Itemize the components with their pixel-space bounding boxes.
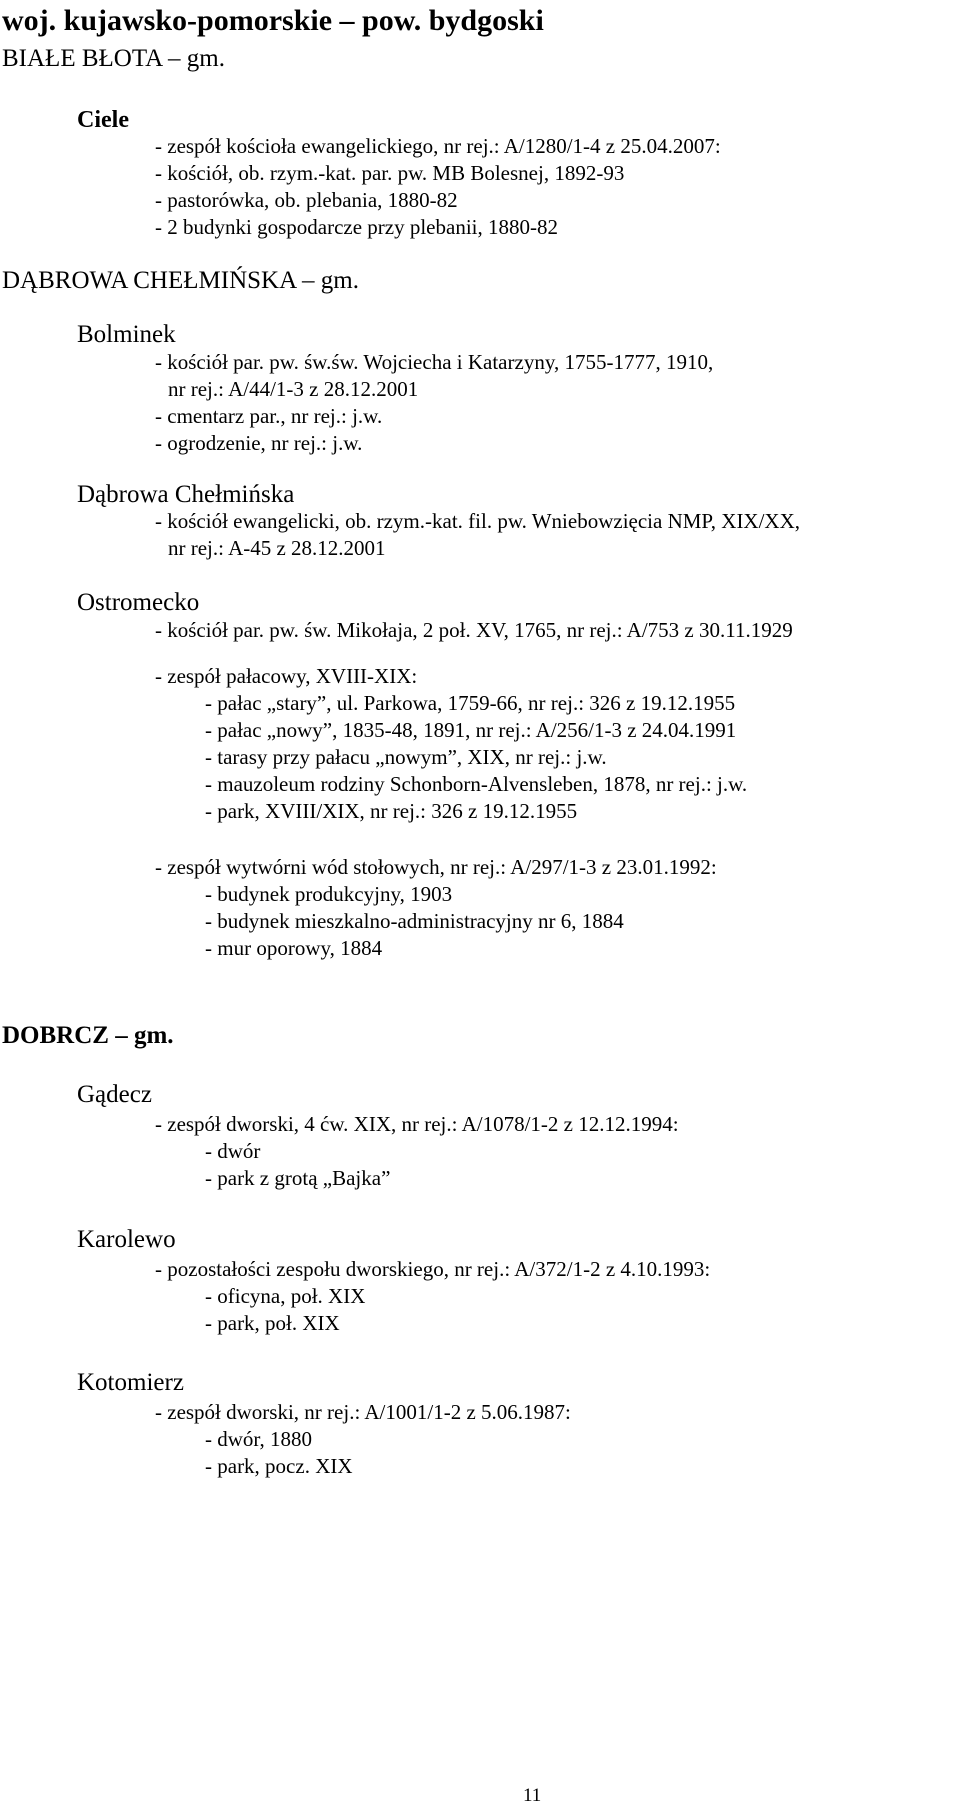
entry-line: - pałac „stary”, ul. Parkowa, 1759-66, nr rej.: 326 z 19.12.1955 [205,691,736,715]
entry-line: - park, poł. XIX [205,1311,340,1335]
locality-gadecz: Gądecz [77,1081,152,1108]
entry-line: - tarasy przy pałacu „nowym”, XIX, nr rej.: j.w. [205,745,607,769]
gmina-heading-dabrowa-chelminska: DĄBROWA CHEŁMIŃSKA – gm. [2,267,359,294]
entry-line: - pałac „nowy”, 1835-48, 1891, nr rej.: A/256/1-3 z 24.04.1991 [205,718,737,742]
gmina-heading-biale-blota: BIAŁE BŁOTA – gm. [2,45,225,72]
entry-line: - zespół wytwórni wód stołowych, nr rej.: A/297/1-3 z 23.01.1992: [155,855,717,879]
entry-line: - dwór, 1880 [205,1427,313,1451]
entry-line: - mauzoleum rodziny Schonborn-Alvensleben, 1878, nr rej.: j.w. [205,772,748,796]
locality-karolewo: Karolewo [77,1226,176,1253]
entry-line: - kościół, ob. rzym.-kat. par. pw. MB Bolesnej, 1892-93 [155,161,625,185]
locality-ciele: Ciele [77,107,129,133]
entry-line: - kościół par. pw. św. Mikołaja, 2 poł. XV, 1765, nr rej.: A/753 z 30.11.1929 [155,618,793,642]
entry-line: - kościół par. pw. św.św. Wojciecha i Katarzyny, 1755-1777, 1910, [155,350,714,374]
region-heading: woj. kujawsko-pomorskie – pow. bydgoski [2,4,544,37]
entry-line: - kościół ewangelicki, ob. rzym.-kat. fil. pw. Wniebowzięcia NMP, XIX/XX, [155,509,801,533]
locality-bolminek: Bolminek [77,321,176,348]
entry-line: nr rej.: A/44/1-3 z 28.12.2001 [168,377,419,401]
page-number: 11 [523,1785,542,1806]
entry-line: - zespół dworski, nr rej.: A/1001/1-2 z 5.06.1987: [155,1400,571,1424]
entry-line: - zespół dworski, 4 ćw. XIX, nr rej.: A/1078/1-2 z 12.12.1994: [155,1112,679,1136]
entry-line: - mur oporowy, 1884 [205,936,383,960]
entry-line: - pozostałości zespołu dworskiego, nr rej.: A/372/1-2 z 4.10.1993: [155,1257,711,1281]
locality-ostromecko: Ostromecko [77,589,200,616]
entry-line: - ogrodzenie, nr rej.: j.w. [155,431,363,455]
entry-line: - cmentarz par., nr rej.: j.w. [155,404,383,428]
entry-line: - budynek mieszkalno-administracyjny nr 6, 1884 [205,909,624,933]
entry-line: - park z grotą „Bajka” [205,1166,391,1190]
entry-line: - zespół pałacowy, XVIII-XIX: [155,664,418,688]
entry-line: - zespół kościoła ewangelickiego, nr rej.: A/1280/1-4 z 25.04.2007: [155,134,721,158]
locality-dabrowa-chelminska: Dąbrowa Chełmińska [77,481,295,508]
entry-line: - oficyna, poł. XIX [205,1284,366,1308]
entry-line: - budynek produkcyjny, 1903 [205,882,453,906]
entry-line: nr rej.: A-45 z 28.12.2001 [168,536,386,560]
entry-line: - park, pocz. XIX [205,1454,353,1478]
locality-kotomierz: Kotomierz [77,1369,184,1396]
entry-line: - 2 budynki gospodarcze przy plebanii, 1880-82 [155,215,558,239]
entry-line: - pastorówka, ob. plebania, 1880-82 [155,188,458,212]
entry-line: - dwór [205,1139,261,1163]
entry-line: - park, XVIII/XIX, nr rej.: 326 z 19.12.1955 [205,799,578,823]
gmina-heading-dobrcz: DOBRCZ – gm. [2,1022,174,1049]
